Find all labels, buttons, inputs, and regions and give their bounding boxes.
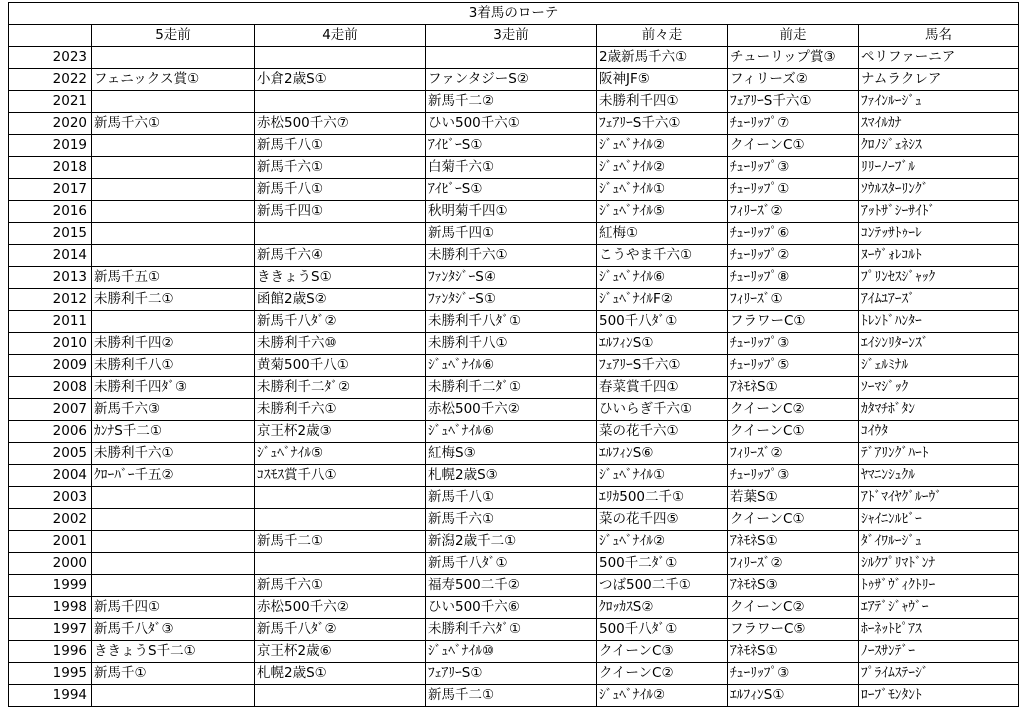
race-prev-cell: ｴﾙﾌｨﾝS① (728, 685, 859, 707)
horse-name-cell: ﾘﾘｰﾉｰﾌﾞﾙ (859, 157, 1019, 179)
race-prev-cell: ﾌｨﾘｰｽﾞ② (728, 553, 859, 575)
table-row (9, 619, 1019, 641)
race-5th-prev-cell: フェニックス賞① (92, 69, 255, 91)
table-row (9, 267, 1019, 289)
horse-name-cell: ﾌｧｲﾝﾙｰｼﾞｭ (859, 91, 1019, 113)
year-cell: 2003 (9, 487, 92, 509)
race-5th-prev-cell: 未勝利千四② (92, 333, 255, 355)
race-4th-prev-cell: 京王杯2歳⑥ (255, 641, 426, 663)
race-prev-cell: ﾁｭｰﾘｯﾌﾟ② (728, 245, 859, 267)
horse-name-cell: ｼｬｲﾆﾝﾙﾋﾞｰ (859, 509, 1019, 531)
year-cell: 2023 (9, 47, 92, 69)
year-cell: 2005 (9, 443, 92, 465)
race-4th-prev-cell: 未勝利千六⑩ (255, 333, 426, 355)
year-cell: 2008 (9, 377, 92, 399)
year-cell: 2002 (9, 509, 92, 531)
race-3rd-prev-cell: 新潟2歳千二① (426, 531, 597, 553)
race-4th-prev-cell: 新馬千四① (255, 201, 426, 223)
horse-name-cell: ｺｲｳﾀ (859, 421, 1019, 443)
table-row (9, 69, 1019, 91)
horse-name-cell: ｺﾝﾃｯｻﾄｩｰﾚ (859, 223, 1019, 245)
horse-name-cell: ﾄﾚﾝﾄﾞﾊﾝﾀｰ (859, 311, 1019, 333)
race-2nd-prev-cell: ｼﾞｭﾍﾞﾅｲﾙ① (597, 465, 728, 487)
year-cell: 2015 (9, 223, 92, 245)
race-prev-cell: ﾌｪｱﾘｰS千六① (728, 91, 859, 113)
race-3rd-prev-cell: ﾌｧﾝﾀｼﾞｰS① (426, 289, 597, 311)
race-4th-prev-cell: 函館2歳S② (255, 289, 426, 311)
title-row (9, 3, 1019, 25)
table-row (9, 421, 1019, 443)
horse-name-cell: ｴｲｼﾝﾘﾀｰﾝｽﾞ (859, 333, 1019, 355)
race-4th-prev-cell (255, 553, 426, 575)
race-3rd-prev-cell: ﾌｪｱﾘｰS① (426, 663, 597, 685)
race-2nd-prev-cell: 菜の花千四⑤ (597, 509, 728, 531)
header-cell-year (9, 25, 92, 47)
race-4th-prev-cell: 新馬千八① (255, 179, 426, 201)
horse-name-cell: ﾄｩｻﾞｳﾞｨｸﾄﾘｰ (859, 575, 1019, 597)
race-4th-prev-cell (255, 223, 426, 245)
table-row (9, 135, 1019, 157)
horse-name-cell: ｴｱﾃﾞｼﾞｬｳﾞｰ (859, 597, 1019, 619)
rotation-table (8, 2, 1019, 707)
race-5th-prev-cell (92, 91, 255, 113)
horse-name-cell: ｱｯﾄｻﾞｼｰｻｲﾄﾞ (859, 201, 1019, 223)
race-5th-prev-cell: 未勝利千二① (92, 289, 255, 311)
horse-name-cell: ﾌﾟﾗｲﾑｽﾃｰｼﾞ (859, 663, 1019, 685)
race-prev-cell: クイーンC① (728, 421, 859, 443)
race-3rd-prev-cell: 新馬千六① (426, 509, 597, 531)
year-cell: 2012 (9, 289, 92, 311)
table-row (9, 663, 1019, 685)
race-3rd-prev-cell: 札幌2歳S③ (426, 465, 597, 487)
table-row (9, 443, 1019, 465)
year-cell: 2004 (9, 465, 92, 487)
year-cell: 2000 (9, 553, 92, 575)
race-prev-cell: ﾌｨﾘｰｽﾞ① (728, 289, 859, 311)
horse-name-cell: ｸﾛﾉｼﾞｪﾈｼｽ (859, 135, 1019, 157)
race-4th-prev-cell: 未勝利千二ﾀﾞ② (255, 377, 426, 399)
race-2nd-prev-cell: 阪神JF⑤ (597, 69, 728, 91)
race-2nd-prev-cell: ひいらぎ千六① (597, 399, 728, 421)
race-4th-prev-cell (255, 47, 426, 69)
table-row (9, 355, 1019, 377)
race-2nd-prev-cell: クイーンC③ (597, 641, 728, 663)
race-5th-prev-cell (92, 157, 255, 179)
race-prev-cell: ﾁｭｰﾘｯﾌﾟ① (728, 179, 859, 201)
race-2nd-prev-cell: 未勝利千四① (597, 91, 728, 113)
year-cell: 2019 (9, 135, 92, 157)
race-4th-prev-cell: 新馬千六① (255, 157, 426, 179)
race-prev-cell: クイーンC② (728, 597, 859, 619)
race-prev-cell: ﾁｭｰﾘｯﾌﾟ⑧ (728, 267, 859, 289)
year-cell: 2013 (9, 267, 92, 289)
race-2nd-prev-cell: 紅梅① (597, 223, 728, 245)
race-3rd-prev-cell: 未勝利千二ﾀﾞ① (426, 377, 597, 399)
race-prev-cell: ﾁｭｰﾘｯﾌﾟ③ (728, 157, 859, 179)
race-5th-prev-cell (92, 531, 255, 553)
table-row (9, 487, 1019, 509)
year-cell: 2010 (9, 333, 92, 355)
race-prev-cell: フラワーC⑤ (728, 619, 859, 641)
race-2nd-prev-cell: 500千八ﾀﾞ① (597, 619, 728, 641)
year-cell: 1998 (9, 597, 92, 619)
race-5th-prev-cell (92, 509, 255, 531)
year-cell: 2021 (9, 91, 92, 113)
race-4th-prev-cell: ｼﾞｭﾍﾞﾅｲﾙ⑤ (255, 443, 426, 465)
race-3rd-prev-cell: 未勝利千八① (426, 333, 597, 355)
race-prev-cell: チューリップ賞③ (728, 47, 859, 69)
race-3rd-prev-cell: ｱｲﾋﾞｰS① (426, 135, 597, 157)
race-2nd-prev-cell: ｼﾞｭﾍﾞﾅｲﾙ② (597, 157, 728, 179)
horse-name-cell: ﾉｰｽｻﾝﾃﾞｰ (859, 641, 1019, 663)
race-3rd-prev-cell: 未勝利千六① (426, 245, 597, 267)
race-3rd-prev-cell: ひい500千六⑥ (426, 597, 597, 619)
table-title: 3着馬のローテ (9, 3, 1019, 25)
race-5th-prev-cell (92, 553, 255, 575)
horse-name-cell: ｿｰﾏｼﾞｯｸ (859, 377, 1019, 399)
race-5th-prev-cell (92, 575, 255, 597)
race-prev-cell: ﾁｭｰﾘｯﾌﾟ③ (728, 333, 859, 355)
race-5th-prev-cell: 新馬千四① (92, 597, 255, 619)
race-5th-prev-cell: 未勝利千八① (92, 355, 255, 377)
race-3rd-prev-cell: ｼﾞｭﾍﾞﾅｲﾙ⑥ (426, 421, 597, 443)
table-row (9, 201, 1019, 223)
race-prev-cell: ｱﾈﾓﾈS③ (728, 575, 859, 597)
horse-name-cell: ナムラクレア (859, 69, 1019, 91)
race-2nd-prev-cell: ｴﾙﾌｨﾝS① (597, 333, 728, 355)
table-row (9, 245, 1019, 267)
race-prev-cell: クイーンC② (728, 399, 859, 421)
horse-name-cell: ﾇｰｳﾞｫﾚｺﾙﾄ (859, 245, 1019, 267)
race-2nd-prev-cell: ｼﾞｭﾍﾞﾅｲﾙ② (597, 531, 728, 553)
race-5th-prev-cell (92, 487, 255, 509)
race-2nd-prev-cell: 春菜賞千四① (597, 377, 728, 399)
table-row (9, 531, 1019, 553)
race-3rd-prev-cell: 未勝利千八ﾀﾞ① (426, 311, 597, 333)
race-4th-prev-cell: 赤松500千六② (255, 597, 426, 619)
horse-name-cell: ｱｲﾑﾕｱｰｽﾞ (859, 289, 1019, 311)
race-3rd-prev-cell: ファンタジーS② (426, 69, 597, 91)
race-5th-prev-cell (92, 223, 255, 245)
race-4th-prev-cell: 札幌2歳S① (255, 663, 426, 685)
race-2nd-prev-cell: 2歳新馬千六① (597, 47, 728, 69)
race-5th-prev-cell (92, 47, 255, 69)
race-4th-prev-cell (255, 91, 426, 113)
header-cell-5th-prev: 5走前 (92, 25, 255, 47)
race-5th-prev-cell: 新馬千① (92, 663, 255, 685)
year-cell: 2011 (9, 311, 92, 333)
race-5th-prev-cell (92, 201, 255, 223)
year-cell: 2020 (9, 113, 92, 135)
race-3rd-prev-cell: 新馬千二② (426, 91, 597, 113)
year-cell: 2009 (9, 355, 92, 377)
race-3rd-prev-cell: 白菊千六① (426, 157, 597, 179)
race-2nd-prev-cell: ｴﾙﾌｨﾝS⑥ (597, 443, 728, 465)
table-row (9, 399, 1019, 421)
horse-name-cell: ｿｳﾙｽﾀｰﾘﾝｸﾞ (859, 179, 1019, 201)
table-row (9, 575, 1019, 597)
race-4th-prev-cell: 赤松500千六⑦ (255, 113, 426, 135)
table-row (9, 333, 1019, 355)
race-4th-prev-cell: 小倉2歳S① (255, 69, 426, 91)
race-4th-prev-cell (255, 487, 426, 509)
race-5th-prev-cell: ｸﾛｰﾊﾞｰ千五② (92, 465, 255, 487)
race-2nd-prev-cell: ｼﾞｭﾍﾞﾅｲﾙ② (597, 685, 728, 707)
race-3rd-prev-cell: ｼﾞｭﾍﾞﾅｲﾙ⑩ (426, 641, 597, 663)
race-5th-prev-cell: 新馬千六③ (92, 399, 255, 421)
table-row (9, 289, 1019, 311)
race-5th-prev-cell: 新馬千六① (92, 113, 255, 135)
table-row (9, 47, 1019, 69)
race-4th-prev-cell: 黄菊500千八① (255, 355, 426, 377)
race-2nd-prev-cell: こうやま千六① (597, 245, 728, 267)
horse-name-cell: ﾀﾞｲﾜﾙｰｼﾞｭ (859, 531, 1019, 553)
table-row (9, 113, 1019, 135)
race-4th-prev-cell: 未勝利千六① (255, 399, 426, 421)
year-cell: 1997 (9, 619, 92, 641)
race-5th-prev-cell: ｶﾝﾅS千二① (92, 421, 255, 443)
race-5th-prev-cell: ききょうS千二① (92, 641, 255, 663)
horse-name-cell: ｶﾀﾏﾁﾎﾞﾀﾝ (859, 399, 1019, 421)
race-4th-prev-cell: 新馬千六① (255, 575, 426, 597)
race-2nd-prev-cell: つば500二千① (597, 575, 728, 597)
race-2nd-prev-cell: ｼﾞｭﾍﾞﾅｲﾙ① (597, 179, 728, 201)
race-4th-prev-cell: 新馬千二① (255, 531, 426, 553)
race-3rd-prev-cell: ﾌｧﾝﾀｼﾞｰS④ (426, 267, 597, 289)
race-prev-cell: フラワーC① (728, 311, 859, 333)
race-3rd-prev-cell: ひい500千六① (426, 113, 597, 135)
race-3rd-prev-cell: 未勝利千六ﾀﾞ① (426, 619, 597, 641)
table-row (9, 553, 1019, 575)
race-prev-cell: ﾌｨﾘｰｽﾞ② (728, 443, 859, 465)
race-4th-prev-cell: 新馬千八ﾀﾞ② (255, 311, 426, 333)
race-3rd-prev-cell: 秋明菊千四① (426, 201, 597, 223)
race-2nd-prev-cell: ﾌｪｱﾘｰS千六① (597, 355, 728, 377)
horse-name-cell: ペリファーニア (859, 47, 1019, 69)
race-2nd-prev-cell: ﾌｪｱﾘｰS千六① (597, 113, 728, 135)
race-prev-cell: ｱﾈﾓﾈS① (728, 377, 859, 399)
race-prev-cell: ﾁｭｰﾘｯﾌﾟ③ (728, 465, 859, 487)
horse-name-cell: ﾛｰﾌﾞﾓﾝﾀﾝﾄ (859, 685, 1019, 707)
year-cell: 2022 (9, 69, 92, 91)
year-cell: 1995 (9, 663, 92, 685)
race-prev-cell: クイーンC① (728, 135, 859, 157)
race-5th-prev-cell (92, 135, 255, 157)
horse-name-cell: ｼﾙｸﾌﾟﾘﾏﾄﾞﾝﾅ (859, 553, 1019, 575)
race-5th-prev-cell: 未勝利千六① (92, 443, 255, 465)
race-5th-prev-cell: 新馬千五① (92, 267, 255, 289)
horse-name-cell: ﾎｰﾈｯﾄﾋﾟｱｽ (859, 619, 1019, 641)
race-5th-prev-cell: 未勝利千四ﾀﾞ③ (92, 377, 255, 399)
year-cell: 2001 (9, 531, 92, 553)
table-row (9, 465, 1019, 487)
horse-name-cell: ﾃﾞｱﾘﾝｸﾞﾊｰﾄ (859, 443, 1019, 465)
race-3rd-prev-cell: 新馬千二① (426, 685, 597, 707)
table-row (9, 685, 1019, 707)
horse-name-cell: ｼﾞｪﾙﾐﾅﾙ (859, 355, 1019, 377)
header-cell-4th-prev: 4走前 (255, 25, 426, 47)
year-cell: 1999 (9, 575, 92, 597)
race-prev-cell: ｱﾈﾓﾈS① (728, 641, 859, 663)
race-2nd-prev-cell: ｼﾞｭﾍﾞﾅｲﾙ② (597, 135, 728, 157)
race-4th-prev-cell: ききょうS① (255, 267, 426, 289)
race-2nd-prev-cell: ｼﾞｭﾍﾞﾅｲﾙ⑤ (597, 201, 728, 223)
race-4th-prev-cell (255, 509, 426, 531)
race-3rd-prev-cell: 赤松500千六② (426, 399, 597, 421)
horse-name-cell: ｱﾄﾞﾏｲﾔｸﾞﾙｰｳﾞ (859, 487, 1019, 509)
race-4th-prev-cell: 新馬千八ﾀﾞ② (255, 619, 426, 641)
year-cell: 2014 (9, 245, 92, 267)
race-3rd-prev-cell (426, 47, 597, 69)
table-row (9, 157, 1019, 179)
race-4th-prev-cell (255, 685, 426, 707)
race-4th-prev-cell: 京王杯2歳③ (255, 421, 426, 443)
race-3rd-prev-cell: 新馬千八① (426, 487, 597, 509)
race-prev-cell: 若葉S① (728, 487, 859, 509)
race-prev-cell: フィリーズ② (728, 69, 859, 91)
horse-name-cell: ｽﾏｲﾙｶﾅ (859, 113, 1019, 135)
race-2nd-prev-cell: ｼﾞｭﾍﾞﾅｲﾙ⑥ (597, 267, 728, 289)
rotation-sheet (8, 2, 1018, 707)
race-5th-prev-cell (92, 245, 255, 267)
race-4th-prev-cell: ｺｽﾓｽ賞千八① (255, 465, 426, 487)
race-4th-prev-cell: 新馬千八① (255, 135, 426, 157)
horse-name-cell: ﾔﾏﾆﾝｼｭｸﾙ (859, 465, 1019, 487)
year-cell: 2018 (9, 157, 92, 179)
year-cell: 2007 (9, 399, 92, 421)
header-cell-prev: 前走 (728, 25, 859, 47)
race-prev-cell: ﾁｭｰﾘｯﾌﾟ⑦ (728, 113, 859, 135)
race-2nd-prev-cell: ｴﾘｶ500二千① (597, 487, 728, 509)
table-row (9, 91, 1019, 113)
race-3rd-prev-cell: ｱｲﾋﾞｰS① (426, 179, 597, 201)
race-prev-cell: ﾁｭｰﾘｯﾌﾟ⑤ (728, 355, 859, 377)
horse-name-cell: ﾌﾟﾘﾝｾｽｼﾞｬｯｸ (859, 267, 1019, 289)
race-5th-prev-cell (92, 179, 255, 201)
table-row (9, 179, 1019, 201)
header-cell-horse-name: 馬名 (859, 25, 1019, 47)
race-2nd-prev-cell: 500千二ﾀﾞ① (597, 553, 728, 575)
table-row (9, 377, 1019, 399)
race-prev-cell: ﾌｨﾘｰｽﾞ② (728, 201, 859, 223)
table-row (9, 311, 1019, 333)
table-row (9, 641, 1019, 663)
year-cell: 1994 (9, 685, 92, 707)
race-3rd-prev-cell: 新馬千八ﾀﾞ① (426, 553, 597, 575)
header-row (9, 25, 1019, 47)
year-cell: 2006 (9, 421, 92, 443)
race-2nd-prev-cell: ｼﾞｭﾍﾞﾅｲﾙF② (597, 289, 728, 311)
header-cell-3rd-prev: 3走前 (426, 25, 597, 47)
race-2nd-prev-cell: ｸﾛｯｶｽS② (597, 597, 728, 619)
header-cell-2nd-prev: 前々走 (597, 25, 728, 47)
year-cell: 1996 (9, 641, 92, 663)
race-2nd-prev-cell: 500千八ﾀﾞ① (597, 311, 728, 333)
race-5th-prev-cell: 新馬千八ﾀﾞ③ (92, 619, 255, 641)
race-2nd-prev-cell: 菜の花千六① (597, 421, 728, 443)
race-3rd-prev-cell: 紅梅S③ (426, 443, 597, 465)
race-3rd-prev-cell: 福寿500二千② (426, 575, 597, 597)
race-4th-prev-cell: 新馬千六④ (255, 245, 426, 267)
race-5th-prev-cell (92, 311, 255, 333)
table-row (9, 597, 1019, 619)
race-2nd-prev-cell: クイーンC② (597, 663, 728, 685)
race-prev-cell: ﾁｭｰﾘｯﾌﾟ⑥ (728, 223, 859, 245)
race-3rd-prev-cell: ｼﾞｭﾍﾞﾅｲﾙ⑥ (426, 355, 597, 377)
table-row (9, 223, 1019, 245)
race-prev-cell: クイーンC① (728, 509, 859, 531)
race-5th-prev-cell (92, 685, 255, 707)
year-cell: 2017 (9, 179, 92, 201)
race-prev-cell: ｱﾈﾓﾈS① (728, 531, 859, 553)
race-3rd-prev-cell: 新馬千四① (426, 223, 597, 245)
race-prev-cell: ﾁｭｰﾘｯﾌﾟ③ (728, 663, 859, 685)
year-cell: 2016 (9, 201, 92, 223)
table-row (9, 509, 1019, 531)
